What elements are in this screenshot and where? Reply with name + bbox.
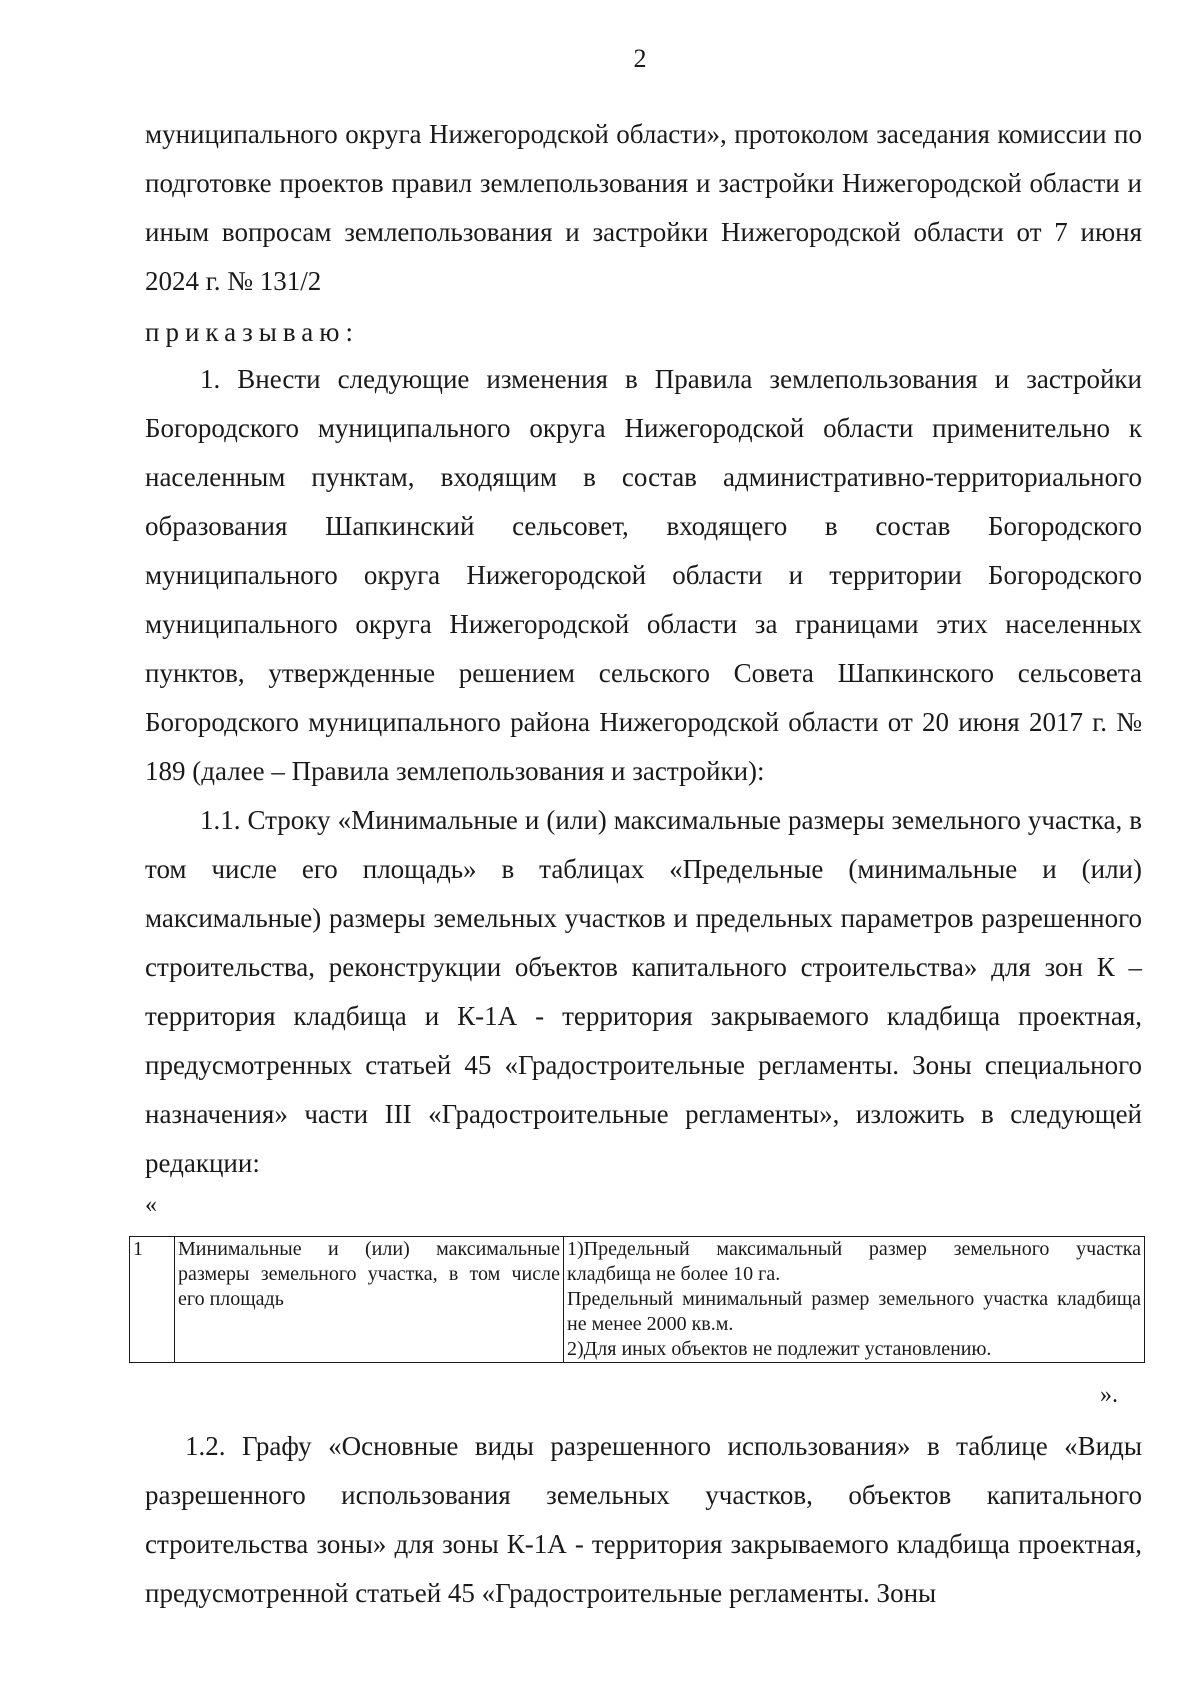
page-number: 2 [633, 44, 647, 73]
quote-close-mark: ». [1100, 1382, 1118, 1408]
order-verb: приказываю: [145, 317, 359, 347]
parameter-value-cell [564, 1237, 1145, 1363]
parameter-name-cell: Минимальные и (или) максимальные размеры земельного участка, в том числе его площадь [175, 1237, 564, 1363]
paragraph-item-1-2: 1.2. Графу «Основные виды разрешенного использования» в таблице «Виды разрешенного использования земельных участков, объектов капитального строительства зоны» для зоны К-1А - территория закрываемого кладбища проектная, предусмотренной статьей 45 «Градостроительные регламенты. Зоны [145, 1431, 1142, 1608]
paragraph-intro-continuation: муниципального округа Нижегородской области», протоколом заседания комиссии по подготовке проектов правил землепользования и застройки Нижегородской области и иным вопросам землепользования и застройки Нижегородской области от 7 июня 2024 г. № 131/2 [145, 119, 1142, 296]
value-line: Предельный минимальный размер земельного участка кладбища не менее 2000 кв.м. [567, 1288, 1141, 1335]
paragraph-item-1: 1. Внести следующие изменения в Правила землепользования и застройки Богородского муниципального округа Нижегородской области применительно к населенным пунктам, входящим в состав административно-территориального образования Шапкинский сельсовет, входящего в состав Богородского муниципального округа Нижегородской области и территории Богородского муниципального округа Нижегородской области за границами этих населенных пунктов, утвержденные решением сельского Совета Шапкинского сельсовета Богородского муниципального района Нижегородской области от 20 июня 2017 г. № 189 (далее – Правила землепользования и застройки): [145, 364, 1142, 786]
row-number-cell: 1 [130, 1237, 175, 1363]
paragraph-item-1-1: 1.1. Строку «Минимальные и (или) максимальные размеры земельного участка, в том числе его площадь» в таблицах «Предельные (минимальные и (или) максимальные) размеры земельных участков и предельных параметров разрешенного строительства, реконструкции объектов капитального строительства» для зон К – территория кладбища и К-1А - территория закрываемого кладбища проектная, предусмотренных статьей 45 «Градостроительные регламенты. Зоны специального назначения» части III «Градостроительные регламенты», изложить в следующей редакции: [145, 805, 1142, 1178]
table-row [130, 1237, 1145, 1363]
value-line: 2)Для иных объектов не подлежит установлению. [567, 1338, 992, 1360]
quote-open-mark: « [145, 1192, 157, 1218]
value-line: 1)Предельный максимальный размер земельного участка кладбища не более 10 га. [567, 1238, 1141, 1285]
amendment-table [129, 1236, 1145, 1363]
